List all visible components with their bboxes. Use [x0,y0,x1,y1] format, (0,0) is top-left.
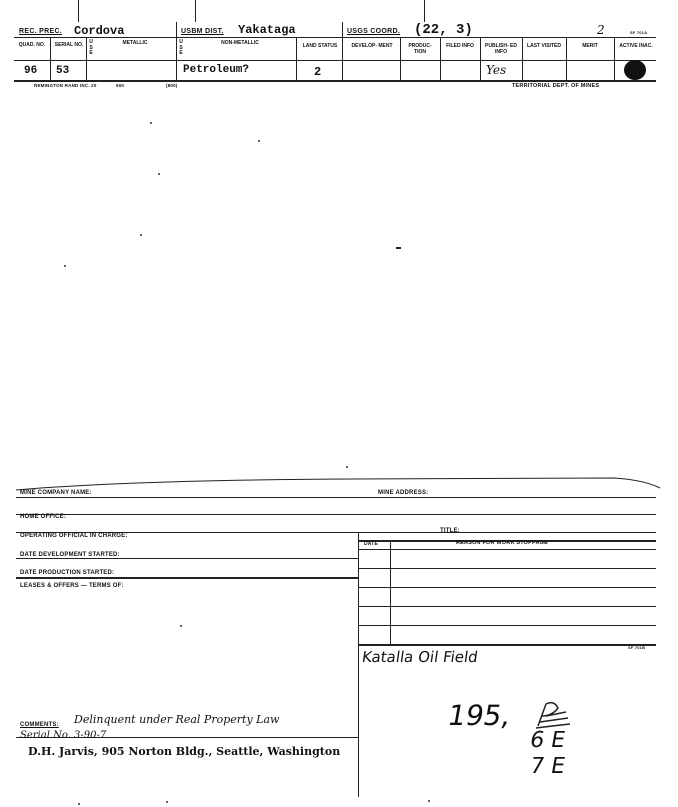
rule [358,532,359,797]
rule [522,37,523,80]
tick-mark [78,0,79,22]
rule [358,606,656,607]
comments-handwritten: Delinquent under Real Property Law [74,713,280,726]
scan-speck [396,247,401,249]
rule [16,558,358,559]
rule [358,644,656,646]
land-status-value: 2 [314,65,322,79]
scan-speck [258,140,260,142]
rule [566,37,567,80]
tick-mark [195,0,196,22]
rule [358,625,656,626]
active-header: ACTIVE INAC. [619,43,653,49]
serial-handwritten: Serial No. 3-90-7 [20,730,107,741]
mine-address-label: MINE ADDRESS: [378,490,429,496]
production-header: PRODUC- TION [408,43,432,55]
metallic-header: METALLIC [122,40,148,46]
merit-header: MERIT [582,43,598,49]
non-metallic-header: NON-METALLIC [221,40,259,46]
scan-speck [346,466,348,468]
usbm-dist-value: Yakataga [238,23,296,37]
rule [400,37,401,80]
field-handwritten: Katalla Oil Field [360,648,480,666]
usgs-coord-value: (22, 3) [414,22,473,38]
printer-imprint-qty: (800) [166,83,178,88]
date-label: DATE [364,541,379,547]
rule [342,22,343,38]
number-handwritten-2: 6 E [527,728,568,753]
filed-info-header: FILED INFO [446,43,474,49]
usgs-coord-label: USGS COORD. [347,28,401,35]
printer-imprint-code: 600 [116,83,125,88]
scribble-icon [532,698,572,732]
rule [358,568,656,569]
dev-started-label: DATE DEVELOPMENT STARTED: [20,552,120,558]
quad-no-header: QUAD. NO. [18,42,46,48]
scan-speck [428,800,430,802]
scan-speck [166,801,168,803]
rule [50,37,51,80]
tick-mark [424,0,425,22]
prod-started-label: DATE PRODUCTION STARTED: [20,570,115,576]
serial-no-header: SERIAL NO. [54,42,84,48]
rule [296,37,297,80]
use-right-header: U S E [179,39,183,56]
published-info-header: PUBLISH- ED INFO [485,43,517,55]
comments-label: COMMENTS: [20,722,59,728]
mine-company-label: MINE COMPANY NAME: [20,490,92,496]
leases-label: LEASES & OFFERS — TERMS OF: [20,583,124,589]
rule [176,37,177,80]
rule [390,540,391,644]
serial-value: 53 [56,65,70,77]
number-handwritten-1: 195, [445,699,514,732]
scan-speck [78,803,80,805]
rule [16,514,656,515]
form-code: SF 701A [630,30,648,35]
number-handwritten-3: 7 E [527,754,568,779]
home-office-label: HOME OFFICE: [20,514,67,520]
non-metallic-value: Petroleum? [183,64,250,76]
rule [176,22,177,38]
department-imprint: TERRITORIAL DEPT. OF MINES [512,83,600,89]
rule [614,37,615,80]
rec-prec-label: REC. PREC. [19,28,63,35]
rule [14,80,656,82]
rec-prec-value: Cordova [74,24,125,38]
reason-label: REASON FOR WORK STOPPAGE [456,540,548,546]
last-visited-header: LAST VISITED [527,43,561,49]
ink-blot-icon [624,60,646,80]
corner-mark: 2 [597,23,605,37]
scan-speck [140,234,142,236]
scan-speck [180,625,182,627]
printer-imprint: REMINGTON RAND INC. 20 [34,83,97,88]
rule [86,37,87,80]
land-status-header: LAND STATUS [302,43,338,49]
rule [16,497,656,498]
scan-speck [150,122,152,124]
card-edge [14,474,664,494]
rule [342,37,343,80]
rule [358,549,656,550]
published-value: Yes [486,63,507,77]
title-label: TITLE: [440,528,460,534]
bottom-form-code: SF 701B [628,645,646,650]
rule [358,587,656,588]
rule [16,577,358,579]
scan-speck [158,173,160,175]
rule [440,37,441,80]
scan-speck [64,265,66,267]
operating-official-label: OPERATING OFFICIAL IN CHARGE: [20,533,128,539]
quad-value: 96 [24,65,38,77]
development-header: DEVELOP- MENT [351,43,393,49]
owner-typed: D.H. Jarvis, 905 Norton Bldg., Seattle, Washington [28,745,341,758]
rule [480,37,481,80]
usbm-dist-label: USBM DIST. [181,28,224,35]
rule [14,60,656,61]
use-left-header: U S E [89,39,93,56]
